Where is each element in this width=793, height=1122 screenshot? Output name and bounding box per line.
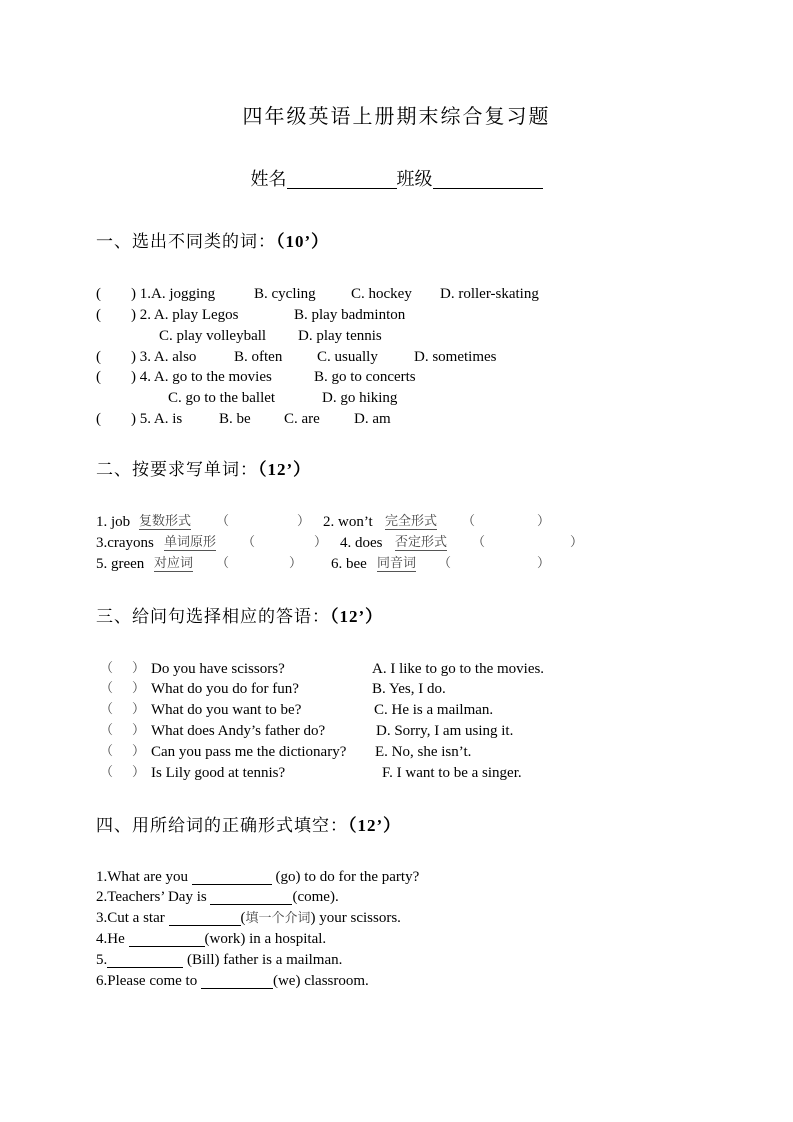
fill-line-5: 5. (Bill) father is a mailman. bbox=[96, 952, 343, 968]
class-label: 班级 bbox=[396, 169, 433, 190]
name-field[interactable] bbox=[287, 170, 397, 189]
section-4-heading: 四、用所给词的正确形式填空：（12’） bbox=[96, 816, 402, 836]
preposition-hint: 填一个介词 bbox=[245, 911, 311, 926]
class-field[interactable] bbox=[433, 170, 543, 189]
page-title: 四年级英语上册期末综合复习题 bbox=[242, 104, 551, 128]
name-label: 姓名 bbox=[250, 169, 287, 190]
answer-blank[interactable] bbox=[107, 953, 183, 968]
hint-label: 复数形式 bbox=[139, 514, 192, 529]
section-3-heading: 三、给问句选择相应的答语：（12’） bbox=[96, 607, 384, 627]
fill-line-2: 2.Teachers’ Day is (come). bbox=[96, 889, 339, 905]
fill-line-6: 6.Please come to (we) classroom. bbox=[96, 973, 369, 989]
answer-blank[interactable] bbox=[192, 870, 272, 885]
name-class-row bbox=[0, 170, 793, 189]
hint-label: 否定形式 bbox=[395, 535, 448, 550]
answer-blank[interactable] bbox=[169, 911, 241, 926]
section-2-heading: 二、按要求写单词：（12’） bbox=[96, 460, 312, 480]
answer-blank[interactable] bbox=[210, 890, 292, 905]
hint-label: 完全形式 bbox=[385, 514, 438, 529]
answer-blank[interactable] bbox=[201, 974, 273, 989]
fill-line-4: 4.He (work) in a hospital. bbox=[96, 931, 327, 947]
answer-blank[interactable] bbox=[129, 932, 205, 947]
fill-line-3: 3.Cut a star (填一个介词) your scissors. bbox=[96, 910, 401, 926]
fill-line-1: 1.What are you (go) to do for the party? bbox=[96, 869, 420, 885]
section-1-heading: 一、选出不同类的词：（10’） bbox=[96, 232, 330, 252]
hint-label: 对应词 bbox=[154, 556, 194, 571]
hint-label: 单词原形 bbox=[164, 535, 217, 550]
hint-label: 同音词 bbox=[377, 556, 417, 571]
